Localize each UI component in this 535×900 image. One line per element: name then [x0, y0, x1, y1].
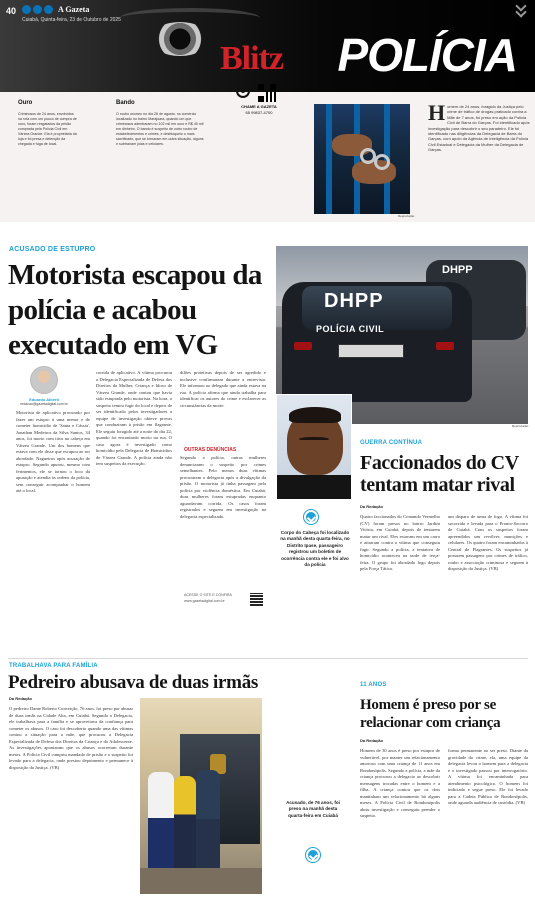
byline: Da Redação	[360, 738, 383, 743]
author-name: Eduardo Alberti	[29, 397, 59, 402]
story-kicker: 11 ANOS	[360, 682, 387, 688]
tail-light	[294, 342, 312, 350]
whatsapp-icon	[236, 84, 250, 98]
car-dhpp-text: DHPP	[324, 290, 384, 312]
cv-headline: Faccionados do CV tentam matar rival	[360, 452, 519, 496]
lead-column-3: dilões protetivas depois de ser agredido e inclusive confirmaram durante a entrevista. Ele informou ao delegado que ainda estava na rua. A polícia afirma que ainda trabalha para identificar os autores do crime e esclarecer as circunstâncias da morte.	[180, 370, 266, 408]
crianca-column-2: forma permanente ao ser preso. Diante da gravidade do crime, ela, uma equipe da delegacia levou o homem para a delegacia e o investigado passou por interrogatório. A vítima foi encaminhada para atendimento psicológico. O homem foi indiciado e segue preso. Ele foi levado para a Cadeia Pública de Rondonópolis, onde aguarda audiência de custódia. (VB)	[448, 748, 528, 805]
lead-headline: Motorista escapou da polícia e acabou executado em VG	[8, 259, 262, 361]
qr-code-icon	[250, 593, 263, 606]
photo-credit: Reprodução	[398, 214, 415, 218]
brief-title: Bando	[116, 100, 135, 106]
brief-text: O roubo ocorreu no dia 26 de agosto, no comércio localizado no bairro Marajoara, quando um que criminosos adentraram no 102 mil em ouro e R$ 40 mil em dinheiro. O bando é suspeito de outro roubo de estabelecimentos e crimes, e desbloqueio o mais sacrificado, que se tornaram em outra situação, alguns e subtraíram joias e celulares.	[116, 112, 204, 146]
handcuffs-photo	[314, 104, 410, 214]
brief-bando	[116, 100, 206, 147]
read-more-label: ACESSE O SITE E CONFIRA	[184, 593, 232, 597]
eye-graphic	[150, 22, 210, 56]
blitz-main-text: omem de 24 anos, foragido da Justiça pelo crime de tráfico de drogas praticado contra a Mãe de 7 anos, foi preso em ação da Polícia Civil de Barra do Garças. Foi identificado após investigação para descobrir o seu paradeiro. Ele foi identificado nas diligências da Delegacia de Barra do Garças, com apoio da Agência de Inteligência da Polícia Civil Estadual e Delegacia da Mulher da Delegacia de Garças.	[428, 104, 530, 153]
dateline: Cuiabá, Quinta-feira, 23 de Outubro de 2025	[22, 17, 121, 23]
author-avatar	[30, 366, 58, 394]
section-title: POLÍCIA	[337, 29, 517, 81]
page-number: 40	[6, 6, 17, 16]
pedreiro-headline: Pedreiro abusava de duas irmãs	[8, 672, 258, 693]
newspaper-name: A Gazeta	[58, 5, 90, 14]
logo-dot-icon	[44, 5, 53, 14]
photo-credit: Reprodução	[512, 424, 529, 428]
cv-column-1: Quatro faccionados do Comando Vermelho (CV) foram presos no bairro Jardim Vitória, em Cuiabá, depois de tentarem matar um rival. Eles estavam em um carro e atiraram contra a vítima que conseguiu fugir. Segundo a polícia, a tentativa de homicídio aconteceu na tarde de terça-feira. O grupo foi abordado logo depois pela Força Tática.	[360, 514, 440, 571]
newspaper-logo	[22, 5, 89, 14]
author-email: redacao@gazetadigital.com.br	[20, 402, 68, 406]
license-plate	[338, 344, 404, 358]
blitz-phone: 65 99837-4700	[245, 110, 273, 115]
story-kicker: GUERRA CONTÍNUA	[360, 440, 423, 446]
crianca-headline: Homem é preso por se relacionar com criança	[360, 697, 501, 731]
page-arrows-icon	[515, 4, 527, 16]
byline: Da Redação	[360, 504, 383, 509]
story-kicker: ACUSADO DE ESTUPRO	[9, 246, 96, 253]
tail-light	[436, 342, 454, 350]
crianca-column-1: Homem de 30 anos é preso por estupro de vulnerável, por manter um relacionamento amoroso com uma criança de 11 anos em Rondonópolis. Segundo a polícia, a mãe da criança procurou a delegacia ao descobrir mensagens trocadas entre o homem e a filha. A criança contou que os dois mantinham um relacionamento há alguns meses. A Polícia Civil de Rondonópolis abriu investigação e conseguiu prender o suspeito.	[360, 748, 440, 818]
drop-cap: H	[428, 100, 446, 125]
pedreiro-column: O pedreiro Dante Roberto Conceição, 76 anos, foi preso por abusar de duas irmãs na Cidade Alta, em Cuiabá. Segundo a Delegacia, ele trabalhava para a família e se aproveitava da confiança para cometer os abusos. O caso foi descoberto quando uma das vítimas contou a situação para a mãe, que procurou a Delegacia Especializada de Defesa dos Direitos da Criança e do Adolescente. As investigações apontaram que os abusos ocorreram durante meses. A Polícia Civil cumpriu mandado de prisão e o suspeito foi levado para a delegacia, onde prestou depoimento e permanece à disposição da Justiça. (VB)	[9, 706, 133, 770]
brief-title: Ouro	[18, 100, 33, 106]
qr-code-icon	[258, 84, 276, 102]
station-caption: Acusado, de 76 anos, foi preso na manhã desta quarta-feira em Cuiabá	[286, 800, 340, 818]
lead-column-2: corrida de aplicativo. A vítima procurou a Delegacia Especializada de Defesa dos Direitos da Mulher, Criança e Idoso de Várzea Grande, onde contou que havia sido estuprada pelo motorista. Na hora, o suspeito tentou fugir do local e depois de ser identificado pelos investigadores a equipe de investigação obteve provas que conduziram à prisão em flagrante. Ele seguiu foragido até a noite do dia 22, quando foi encontrado morto na rua. O caso agora é investigado como homicídio pela Delegacia de Homicídios de Várzea Grande. A polícia ainda não tem suspeitos da execução.	[96, 370, 172, 466]
divider	[8, 658, 528, 659]
car-dhpp-text-rear: DHPP	[442, 264, 473, 276]
lead-column-3b: Segundo a polícia, outras mulheres denunciaram o suspeito por crimes semelhantes. Pelo menos duas vítimas procuraram a delegacia após a divulgação da prisão. O motorista já tinha passagem pela polícia por violência doméstica. Em Cuiabá, duas mulheres foram estupradas enquanto aguardavam corrida. Os casos foram registrados e seguem em investigação na delegacia especializada.	[180, 455, 266, 519]
suspect-caption: Corpo do Cabeça foi localizado na manhã desta quarta-feira, no Distrito Ipase, passageiro registrou um boletim de ocorrência contra ele e foi alvo da polícia	[280, 530, 350, 568]
brief-text: Criminosos de 24 anos, envolvidos na rota com um pouco de compra de ouro, foram resgatados da prisão comprada pela Polícia Civil em Várzea Grande. Ela é proprietária da loja e foi presa e detenção da chegada e fuga de local.	[18, 112, 77, 146]
logo-dot-icon	[22, 5, 31, 14]
cv-column-2: um disparo de arma de fogo. A vítima foi socorrida e levada para o Pronto-Socorro de Cuiabá. Com os suspeitos foram apreendidos um revólver, munições e celulares. Os quatro foram encaminhados à Central de Flagrantes. Os suspeitos já possuem passagens por crimes de tráfico, roubo e associação criminosa e seguem à disposição da Justiça. (VB)	[448, 514, 528, 571]
subhead-outras-denuncias: OUTRAS DENÚNCIAS	[184, 447, 237, 453]
suspect-photo	[276, 394, 352, 500]
read-more-link[interactable]: www.gazetadigital.com.br	[184, 599, 225, 603]
lead-column-1: Motorista de aplicativo procurado por fazer um estupro à uma menor e de cometer homicídio de 'Santa e Cássia', Jonathan Medeiros da Silva Santos, 34 anos, foi morto com tiros na cabeça em Várzea Grande. Um dos homens que estava com ele disse que escapou ao ser abordado. Nagueiros após acusação de estupro. Segundo apurou, mesmo com ferimentos, ele se tornou o foco da apuração e atendia às ordens da polícia, sem conseguir acompanhar o homem até o local.	[16, 410, 90, 493]
caption-pin-icon	[304, 510, 318, 524]
brief-ouro	[18, 100, 78, 147]
car-policia-civil-text: POLÍCIA CIVIL	[316, 324, 385, 334]
blitz-main-brief	[428, 100, 530, 153]
byline: Da Redação	[9, 696, 32, 701]
police-station-photo	[140, 698, 262, 894]
caption-pin-icon	[306, 848, 320, 862]
logo-dot-icon	[33, 5, 42, 14]
blitz-cta: CHAME A GAZETA	[241, 104, 277, 109]
story-kicker: TRABALHAVA PARA FAMÍLIA	[9, 663, 98, 669]
blitz-logo: Blitz	[220, 40, 283, 77]
